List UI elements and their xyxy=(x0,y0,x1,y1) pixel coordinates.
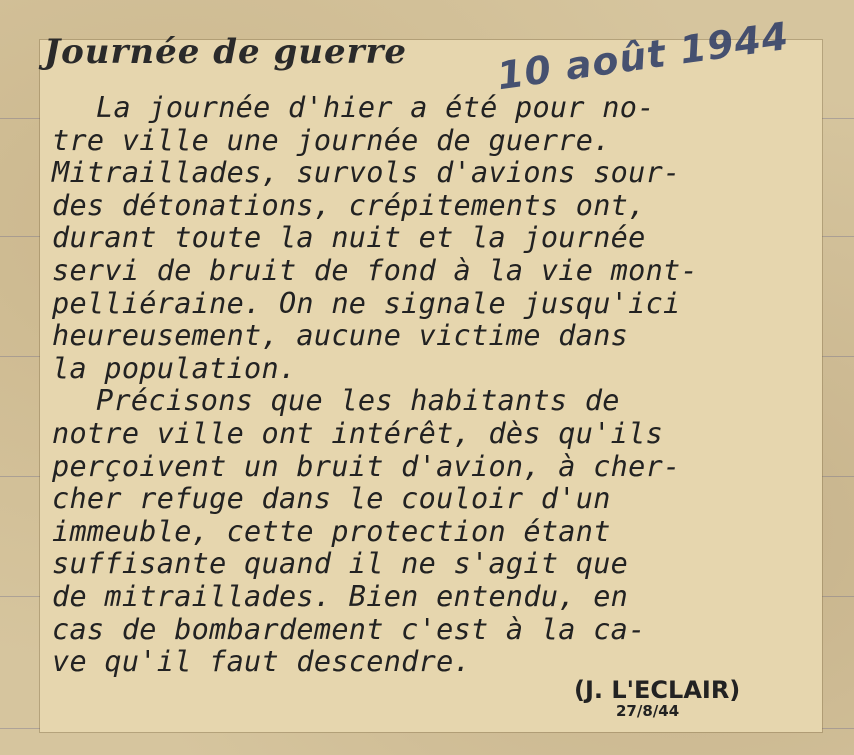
article-line: cas de bombardement c'est à la ca- xyxy=(52,612,646,646)
article-line: de mitraillades. Bien entendu, en xyxy=(52,579,629,613)
article-line: perçoivent un bruit d'avion, à cher- xyxy=(52,449,681,483)
date-stamp: 10 août 1944 xyxy=(494,13,792,99)
article-line: suffisante quand il ne s'agit que xyxy=(52,547,629,581)
article-line: durant toute la nuit et la journée xyxy=(52,221,646,255)
article-line: notre ville ont intérêt, dès qu'ils xyxy=(52,416,664,450)
article-source: (J. L'ECLAIR) xyxy=(574,676,741,704)
article-line: pelliéraine. On ne signale jusqu'ici xyxy=(52,286,681,320)
article-line: tre ville une journée de guerre. xyxy=(52,123,611,157)
article-line: cher refuge dans le couloir d'un xyxy=(52,482,611,516)
article-headline: Journée de guerre xyxy=(44,32,408,72)
article-line: La journée d'hier a été pour no- xyxy=(96,91,655,124)
article-line: des détonations, crépitements ont, xyxy=(52,188,646,222)
article-line: Précisons que les habitants de xyxy=(96,384,620,418)
article-body xyxy=(52,92,812,679)
article-line: servi de bruit de fond à la vie mont- xyxy=(52,253,698,287)
article-line: la population. xyxy=(52,351,297,385)
article-source-date: 27/8/44 xyxy=(616,702,680,720)
article-line: immeuble, cette protection étant xyxy=(52,514,611,548)
article-line: ve qu'il faut descendre. xyxy=(52,645,472,679)
article-line: Mitraillades, survols d'avions sour- xyxy=(52,156,681,190)
article-line: heureusement, aucune victime dans xyxy=(52,319,629,353)
